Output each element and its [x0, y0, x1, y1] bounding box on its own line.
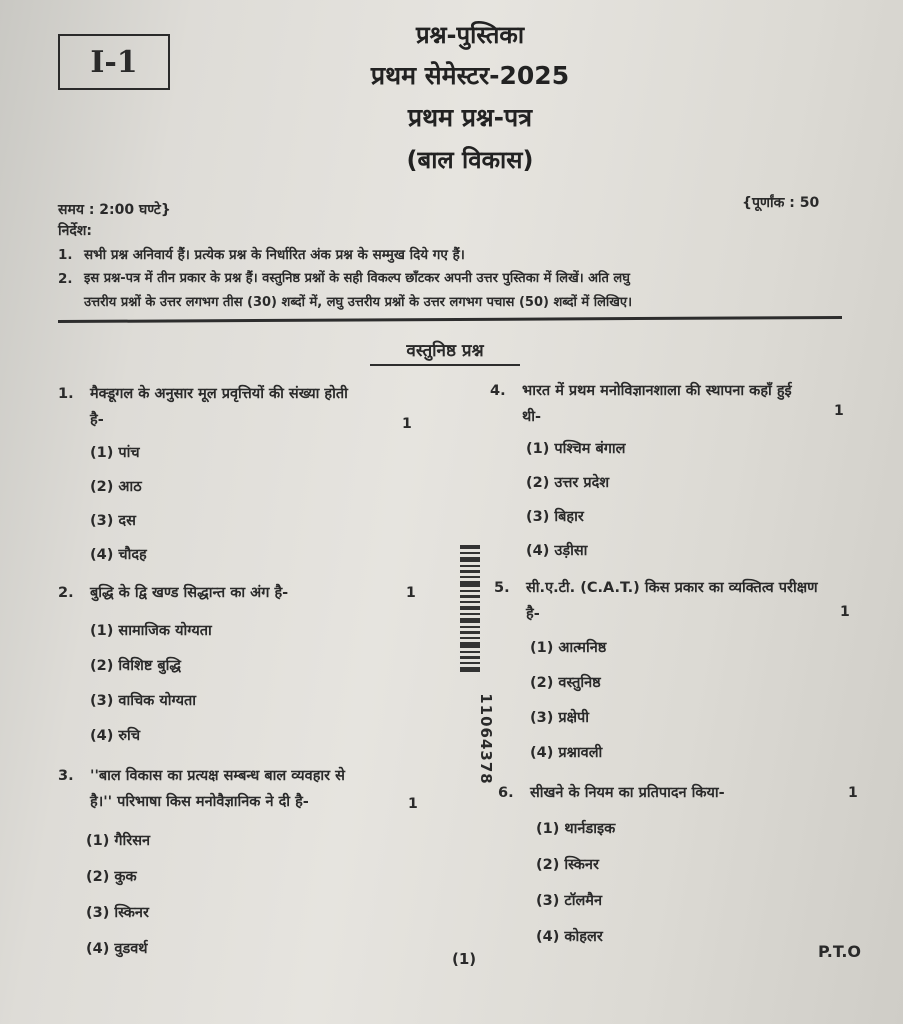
question-6	[498, 780, 858, 808]
question-marks: 1	[408, 796, 418, 812]
pto-label: P.T.O	[818, 942, 862, 961]
option: (2) वस्तुनिष्ठ	[530, 675, 601, 691]
question-4	[490, 378, 850, 430]
question-text-continued: है-	[90, 412, 104, 428]
question-number: 3.	[58, 768, 74, 784]
question-text-continued: है-	[526, 606, 540, 622]
question-text: सी.ए.टी. (C.A.T.) किस प्रकार का व्यक्तित्व परीक्षण	[526, 580, 818, 596]
question-marks: 1	[406, 585, 416, 601]
option: (2) कुक	[86, 869, 137, 885]
divider-rule	[58, 316, 842, 323]
question-marks: 1	[402, 416, 412, 432]
question-text: मैक्डूगल के अनुसार मूल प्रवृत्तियों की संख्या होती	[90, 386, 348, 402]
question-number: 6.	[498, 785, 514, 801]
instruction-number: 2.	[58, 271, 73, 287]
semester-title: प्रथम सेमेस्टर-2025	[370, 61, 570, 90]
option: (4) प्रश्नावली	[530, 745, 603, 761]
option: (3) प्रक्षेपी	[530, 710, 590, 726]
paper-code-box	[58, 34, 170, 90]
question-number: 4.	[490, 383, 506, 399]
option: (1) सामाजिक योग्यता	[90, 623, 212, 639]
option: (1) आत्मनिष्ठ	[530, 640, 607, 656]
serial-number: 11064378	[476, 693, 495, 785]
question-text: ''बाल विकास का प्रत्यक्ष सम्बन्ध बाल व्यवहार से	[90, 768, 345, 784]
instruction-text: इस प्रश्न-पत्र में तीन प्रकार के प्रश्न हैं। वस्तुनिष्ठ प्रश्नों के सही विकल्प छाँटकर अपनी उत्तर पुस्तिका में लिखें। अति लघु	[84, 271, 630, 286]
question-2	[58, 580, 418, 608]
booklet-title: प्रश्न-पुस्तिका	[415, 21, 525, 49]
option: (2) स्किनर	[536, 857, 599, 873]
question-marks: 1	[834, 403, 844, 419]
option: (4) चौदह	[90, 547, 147, 563]
instruction-item	[58, 267, 858, 317]
question-text: सीखने के नियम का प्रतिपादन किया-	[530, 785, 725, 801]
option: (3) दस	[90, 513, 136, 529]
question-text-continued: है।'' परिभाषा किस मनोवैज्ञानिक ने दी है-	[90, 794, 309, 810]
subject-title: (बाल विकास)	[406, 146, 534, 174]
option: (3) टॉलमैन	[536, 893, 603, 909]
option: (4) वुडवर्थ	[86, 941, 148, 957]
option: (1) पांच	[90, 445, 140, 461]
question-number: 5.	[494, 580, 510, 596]
option: (1) पश्चिम बंगाल	[526, 441, 626, 457]
question-1	[58, 381, 418, 431]
barcode	[458, 545, 482, 673]
option: (4) उड़ीसा	[526, 543, 588, 559]
section-title: वस्तुनिष्ठ प्रश्न	[370, 338, 520, 366]
option: (3) स्किनर	[86, 905, 149, 921]
question-text: बुद्धि के द्वि खण्ड सिद्धान्त का अंग है-	[90, 585, 289, 601]
option: (2) उत्तर प्रदेश	[526, 475, 610, 491]
question-5	[494, 575, 854, 627]
option: (1) थार्नडाइक	[536, 821, 616, 837]
paper-title: प्रथम प्रश्न-पत्र	[407, 103, 533, 132]
question-3	[58, 763, 428, 815]
page-number: (1)	[452, 950, 477, 968]
option: (3) वाचिक योग्यता	[90, 693, 197, 709]
instruction-text-continued: उत्तरीय प्रश्नों के उत्तर लगभग तीस (30) शब्दों में, लघु उत्तरीय प्रश्नों के उत्तर लगभग पचास (50) शब्दों में लिखिए।	[84, 295, 633, 310]
option: (2) आठ	[90, 479, 142, 495]
option: (3) बिहार	[526, 509, 584, 525]
option: (1) गैरिसन	[86, 833, 151, 849]
question-text: भारत में प्रथम मनोविज्ञानशाला की स्थापना कहाँ हुई	[522, 383, 792, 399]
option: (4) कोहलर	[536, 929, 603, 945]
option: (2) विशिष्ट बुद्धि	[90, 658, 181, 674]
instruction-text: सभी प्रश्न अनिवार्य हैं। प्रत्येक प्रश्न के निर्धारित अंक प्रश्न के सम्मुख दिये गए हैं।	[84, 247, 465, 263]
question-number: 1.	[58, 386, 74, 402]
instructions-label: निर्देश:	[58, 223, 92, 239]
question-text-continued: थी-	[522, 409, 542, 425]
question-number: 2.	[58, 585, 74, 601]
option: (4) रुचि	[90, 728, 141, 744]
total-marks: {पूर्णांक : 50	[742, 195, 820, 211]
question-marks: 1	[848, 785, 858, 801]
question-marks: 1	[840, 604, 850, 620]
time-info: समय : 2:00 घण्टे}	[58, 202, 171, 218]
paper-code: I-1	[90, 44, 138, 80]
instruction-number: 1.	[58, 247, 73, 263]
